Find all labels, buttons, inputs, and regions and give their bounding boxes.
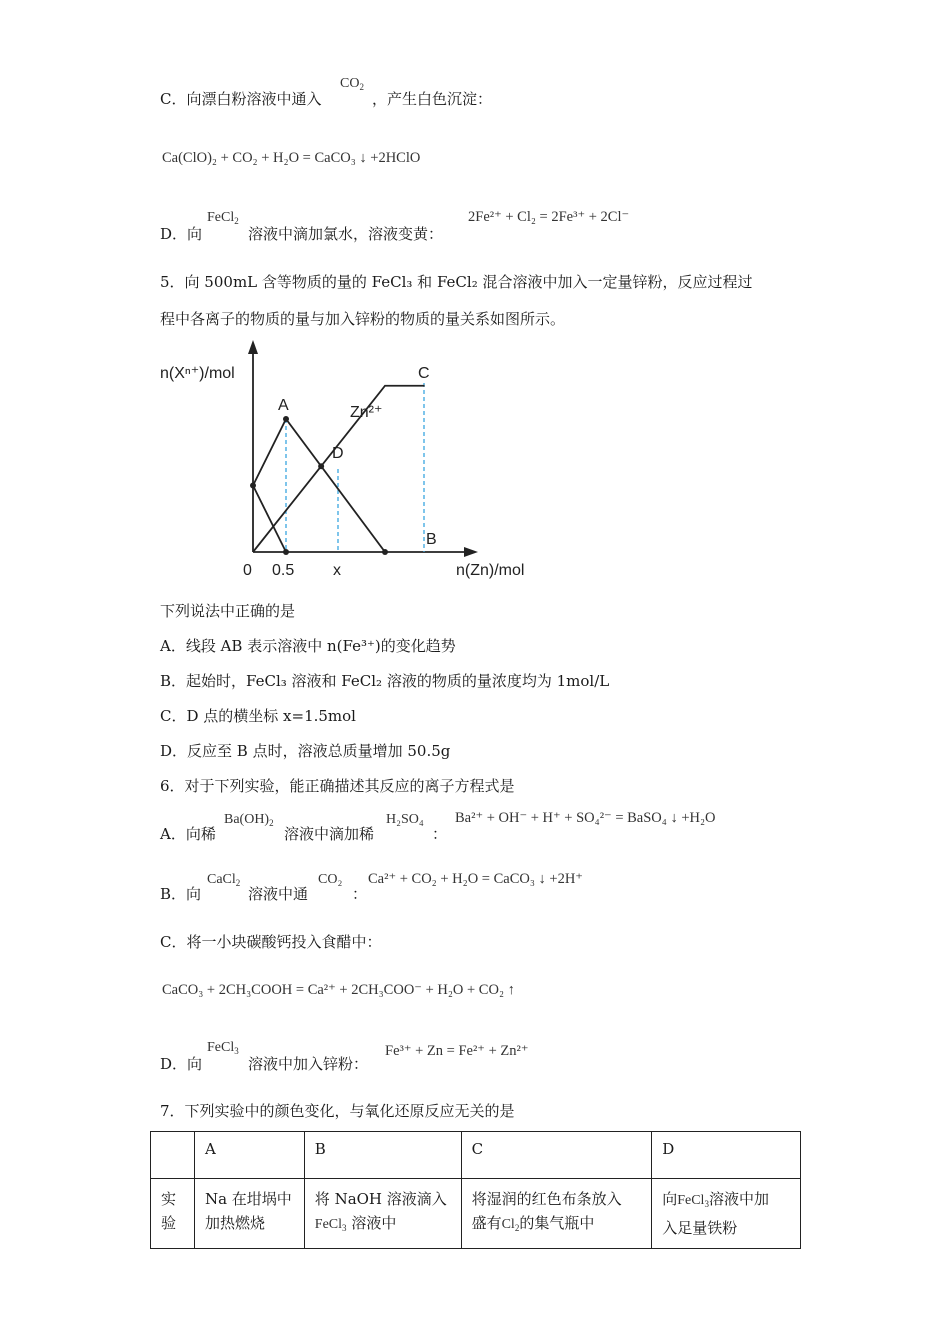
table-header-cell: B [304,1132,461,1179]
point-d [318,463,324,469]
q6-c-equation: CaCO₃ + 2CH₃COOH = Ca²⁺ + 2CH₃COO⁻ + H₂O + CO₂ ↑ [162,982,515,998]
q5-prompt: 下列说法中正确的是 [160,602,296,620]
q5-option-a: A．线段 AB 表示溶液中 n(Fe³⁺)的变化趋势 [160,637,456,655]
q6-d-reagent: FeCl$_3$ [207,1040,239,1056]
table-header-row [151,1132,801,1179]
q4-c-equation: Ca(ClO)₂ + CO₂ + H₂O = CaCO₃ ↓ +2HClO [162,150,421,166]
table-header-cell: C [461,1132,652,1179]
q6-b-mid: 溶液中通 [248,885,309,903]
q7-stem: 7．下列实验中的颜色变化，与氧化还原反应无关的是 [160,1102,515,1120]
q7-table [150,1131,801,1249]
q4-d-tail: 溶液中滴加氯水，溶液变黄： [248,225,444,243]
q6-a-mid: 溶液中滴加稀 [284,825,375,843]
point-start [250,483,256,489]
table-cell-d: 向FeCl$_3$溶液中加 入足量铁粉 [652,1179,801,1249]
q6-a-equation: Ba²⁺ + OH⁻ + H⁺ + SO₄²⁻ = BaSO₄ ↓ +H₂O [455,810,716,826]
q4-c-tail: ，产生白色沉淀： [372,90,493,108]
point-b [382,549,388,555]
q5-option-c: C．D 点的横坐标 x=1.5mol [160,707,356,725]
y-axis-label: n(Xⁿ⁺)/mol [160,365,235,382]
tick-x: x [333,562,341,579]
q6-b-equation: Ca²⁺ + CO₂ + H₂O = CaCO₃ ↓ +2H⁺ [368,871,583,887]
q4-d-reagent: FeCl$_2$ [207,210,239,226]
q6-a-colon: ： [432,825,448,843]
q6-d-mid: 溶液中加入锌粉： [248,1055,369,1073]
q6-option-a: A．向稀 [160,825,216,843]
q4-c-co2: $CO_2$ [340,76,364,92]
q6-stem: 6．对于下列实验，能正确描述其反应的离子方程式是 [160,777,515,795]
point-a [283,416,289,422]
series-fe2-line [253,419,385,552]
label-d: D [332,445,344,462]
q6-option-c: C．将一小块碳酸钙投入食醋中： [160,933,382,951]
q6-b-reagent: CaCl$_2$ [207,872,241,888]
q5-graph [150,335,550,585]
q4-option-c: C．向漂白粉溶液中通入 [160,90,322,108]
q6-option-b: B．向 [160,885,202,903]
x-axis-label: n(Zn)/mol [456,562,525,579]
table-row-label: 实 验 [151,1179,195,1249]
q4-d-equation: 2Fe²⁺ + Cl₂ = 2Fe³⁺ + 2Cl⁻ [468,209,630,225]
q5-stem-line1: 5．向 500mL 含等物质的量的 FeCl₃ 和 FeCl₂ 混合溶液中加入一定量锌粉，反应过程过 [160,273,753,291]
q5-option-d: D．反应至 B 点时，溶液总质量增加 50.5g [160,742,451,760]
point-0-5 [283,549,289,555]
table-header-cell: D [652,1132,801,1179]
table-cell-b: 将 NaOH 溶液滴入 FeCl$_3$ 溶液中 [304,1179,461,1249]
tick-0: 0 [243,562,252,579]
label-c: C [418,365,430,382]
table-header-cell [151,1132,195,1179]
q6-a-reagent: $Ba(OH)_2$ [224,812,274,828]
q6-d-equation: Fe³⁺ + Zn = Fe²⁺ + Zn²⁺ [385,1043,529,1059]
table-header-cell: A [194,1132,304,1179]
q5-stem-line2: 程中各离子的物质的量与加入锌粉的物质的量关系如图所示。 [160,310,566,328]
series-fe3-line [253,486,286,553]
table-cell-a: Na 在坩埚中加热燃烧 [194,1179,304,1249]
table-cell-c: 将湿润的红色布条放入 盛有$Cl_2$的集气瓶中 [461,1179,652,1249]
label-zn2: Zn²⁺ [350,404,383,421]
q6-b-colon: ： [352,885,368,903]
table-row [151,1179,801,1249]
q5-option-b: B．起始时，FeCl₃ 溶液和 FeCl₂ 溶液的物质的量浓度均为 1mol/L [160,672,610,690]
label-b: B [426,531,437,548]
y-axis-arrow [248,340,258,354]
q6-b-reagent2: CO₂ [318,872,343,887]
label-a: A [278,397,289,414]
q6-a-reagent2: H₂SO₄ [386,812,424,827]
x-axis-arrow [464,547,478,557]
tick-0-5: 0.5 [272,562,295,579]
q6-option-d: D．向 [160,1055,203,1073]
q4-option-d: D．向 [160,225,203,243]
